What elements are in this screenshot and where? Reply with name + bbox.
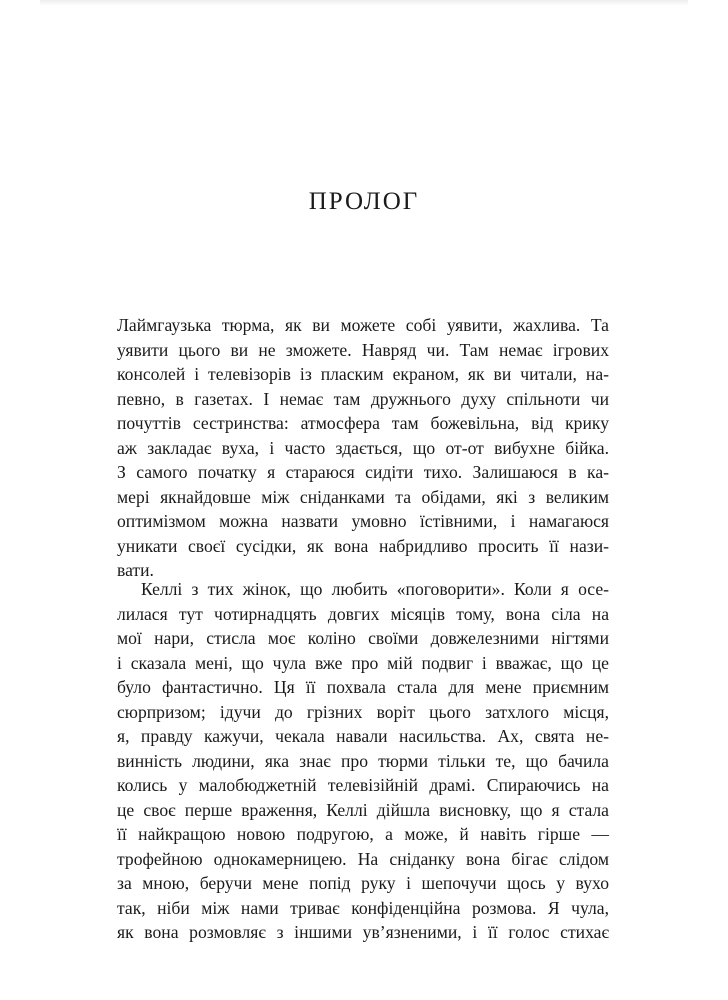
paragraph-1: [117, 313, 609, 583]
text-line: винність людини, яка знає про тюрми тільки те, що бачила: [117, 750, 609, 771]
text-line: за мною, беручи мене попід руку і шепочучи щось у вухо: [117, 873, 609, 893]
text-line: сюрпризом; ідучи до грізних воріт цього затхлого місця,: [117, 701, 609, 722]
text-line: мері якнайдовше між сніданками та обідами, які з великим: [117, 486, 609, 507]
chapter-title: ПРОЛОГ: [308, 188, 420, 215]
text-line: її найкращою новою подругою, а може, й навіть гірше —: [117, 824, 609, 844]
text-line: вати.: [117, 560, 154, 580]
text-line: почуттів сестринства: атмосфера там божевільна, від крику: [117, 413, 609, 433]
text-line: уникати своєї сусідки, як вона набридливо просить її нази-: [117, 535, 609, 556]
page-top-edge: [40, 0, 688, 6]
text-line: консолей і телевізорів із пласким екраном, як ви читали, на-: [117, 364, 609, 384]
text-line: певно, в газетах. І немає там дружнього духу спільноти чи: [117, 388, 609, 409]
text-line: як вона розмовляє з іншими ув’язненими, і її голос стихає: [117, 922, 609, 942]
text-line: я, правду кажучи, чекала навали насильства. Ах, свята не-: [117, 726, 609, 746]
text-line: З самого початку я стараюся сидіти тихо. Залишаюся в ка-: [117, 462, 609, 482]
text-line: оптимізмом можна назвати умовно їстівними, і намагаюся: [117, 511, 609, 531]
text-line: так, ніби між нами триває конфіденційна розмова. Я чула,: [117, 897, 609, 918]
text-line: і сказала мені, що чула вже про мій подвиг і вважає, що це: [117, 652, 609, 673]
text-line: це своє перше враження, Келлі дійшла висновку, що я стала: [117, 799, 609, 820]
text-line: лилася тут чотирнадцять довгих місяців тому, вона сіла на: [117, 603, 609, 624]
text-line: колись у малобюджетній телевізійній драмі. Спираючись на: [117, 775, 609, 795]
paragraph-2: [117, 577, 609, 945]
text-line: уявити цього ви не зможете. Навряд чи. Там немає ігрових: [117, 339, 609, 360]
text-line: мої нари, стисла моє коліно своїми довжелезними нігтями: [117, 628, 609, 648]
text-line: Келлі з тих жінок, що любить «поговорити». Коли я осе-: [141, 579, 609, 599]
text-line: аж закладає вуха, і часто здається, що от-от вибухне бійка.: [117, 437, 609, 458]
text-line: трофейною однокамерницею. На сніданку вона бігає слідом: [117, 848, 609, 869]
text-line: Лаймгаузька тюрма, як ви можете собі уявити, жахлива. Та: [117, 315, 609, 335]
text-line: було фантастично. Ця її похвала стала для мене приємним: [117, 677, 609, 697]
